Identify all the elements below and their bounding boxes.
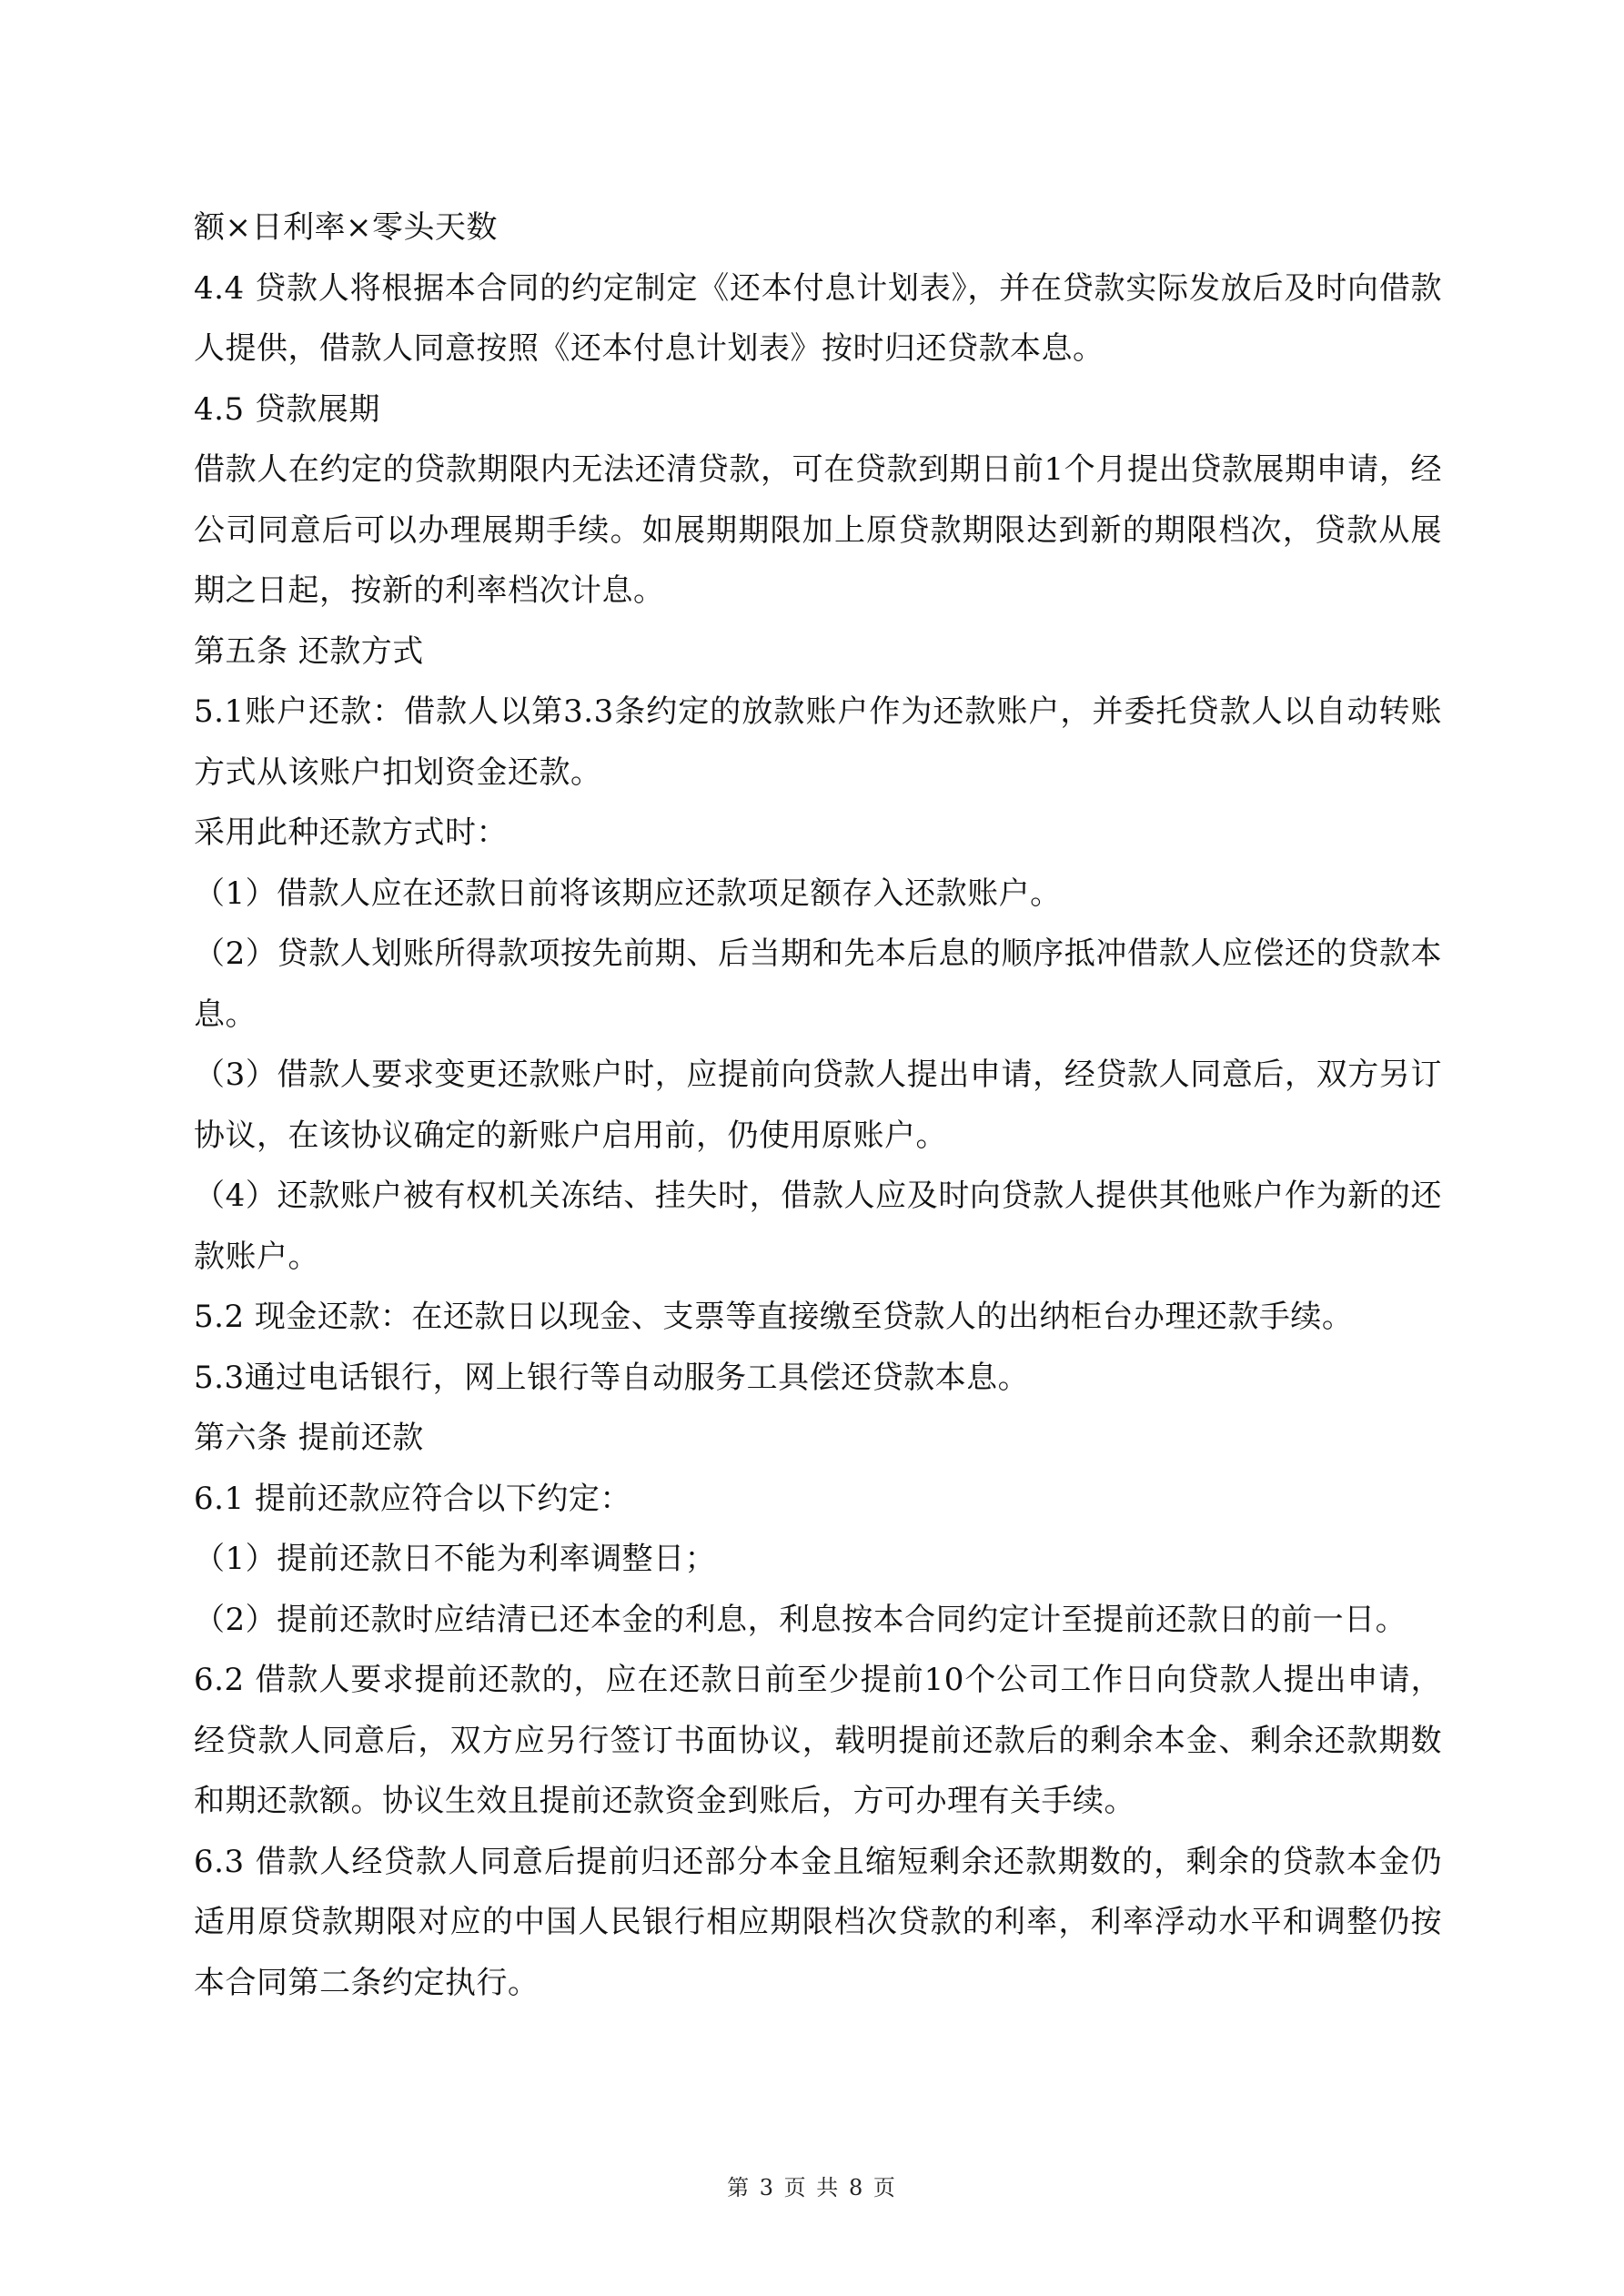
list-item-5-1-4: （4）还款账户被有权机关冻结、挂失时，借款人应及时向贷款人提供其他账户作为新的还款账户。 [194,1178,1442,1275]
paragraph-interest-formula-tail: 额×日利率×零头天数 [194,209,498,246]
paragraph-6-2: 6.2 借款人要求提前还款的，应在还款日前至少提前10个公司工作日向贷款人提出申请，经贷款人同意后，双方应另行签订书面协议，载明提前还款后的剩余本金、剩余还款期数和期还款额。协议生效且提前还款资金到账后，方可办理有关手续。 [194,1662,1442,1819]
list-item-6-1-2: （2）提前还款时应结清已还本金的利息，利息按本合同约定计至提前还款日的前一日。 [194,1601,1407,1638]
list-item-5-1-3: （3）借款人要求变更还款账户时，应提前向贷款人提出申请，经贷款人同意后，双方另订协议，在该协议确定的新账户启用前，仍使用原账户。 [194,1057,1442,1154]
paragraph-5-3: 5.3通过电话银行，网上银行等自动服务工具偿还贷款本息。 [194,1359,1030,1396]
list-item-5-1-2: （2）贷款人划账所得款项按先前期、后当期和先本后息的顺序抵冲借款人应偿还的贷款本息。 [194,936,1442,1033]
heading-4-5: 4.5 贷款展期 [194,390,380,428]
document-body [194,197,1442,2013]
paragraph-5-2: 5.2 现金还款：在还款日以现金、支票等直接缴至贷款人的出纳柜台办理还款手续。 [194,1299,1354,1335]
page-number-footer: 第 3 页 共 8 页 [727,2175,897,2200]
paragraph-extension: 借款人在约定的贷款期限内无法还清贷款，可在贷款到期日前1个月提出贷款展期申请，经公司同意后可以办理展期手续。如展期期限加上原贷款期限达到新的期限档次，贷款从展期之日起，按新的利率档次计息。 [194,451,1442,609]
list-item-5-1-1: （1）借款人应在还款日前将该期应还款项足额存入还款账户。 [194,875,1062,912]
list-item-6-1-1: （1）提前还款日不能为利率调整日； [194,1541,717,1577]
paragraph-6-3: 6.3 借款人经贷款人同意后提前归还部分本金且缩短剩余还款期数的，剩余的贷款本金仍适用原贷款期限对应的中国人民银行相应期限档次贷款的利率，利率浮动水平和调整仍按本合同第二条约定执行。 [194,1843,1442,2001]
paragraph-4-4: 4.4 贷款人将根据本合同的约定制定《还本付息计划表》，并在贷款实际发放后及时向借款人提供，借款人同意按照《还本付息计划表》按时归还贷款本息。 [194,269,1442,367]
article-5-heading: 第五条 还款方式 [194,632,424,670]
article-6-heading: 第六条 提前还款 [194,1420,424,1456]
paragraph-5-1: 5.1账户还款：借款人以第3.3条约定的放款账户作为还款账户，并委托贷款人以自动转账方式从该账户扣划资金还款。 [194,693,1442,791]
paragraph-5-1-intro: 采用此种还款方式时： [194,814,508,851]
paragraph-6-1: 6.1 提前还款应符合以下约定： [194,1480,631,1517]
